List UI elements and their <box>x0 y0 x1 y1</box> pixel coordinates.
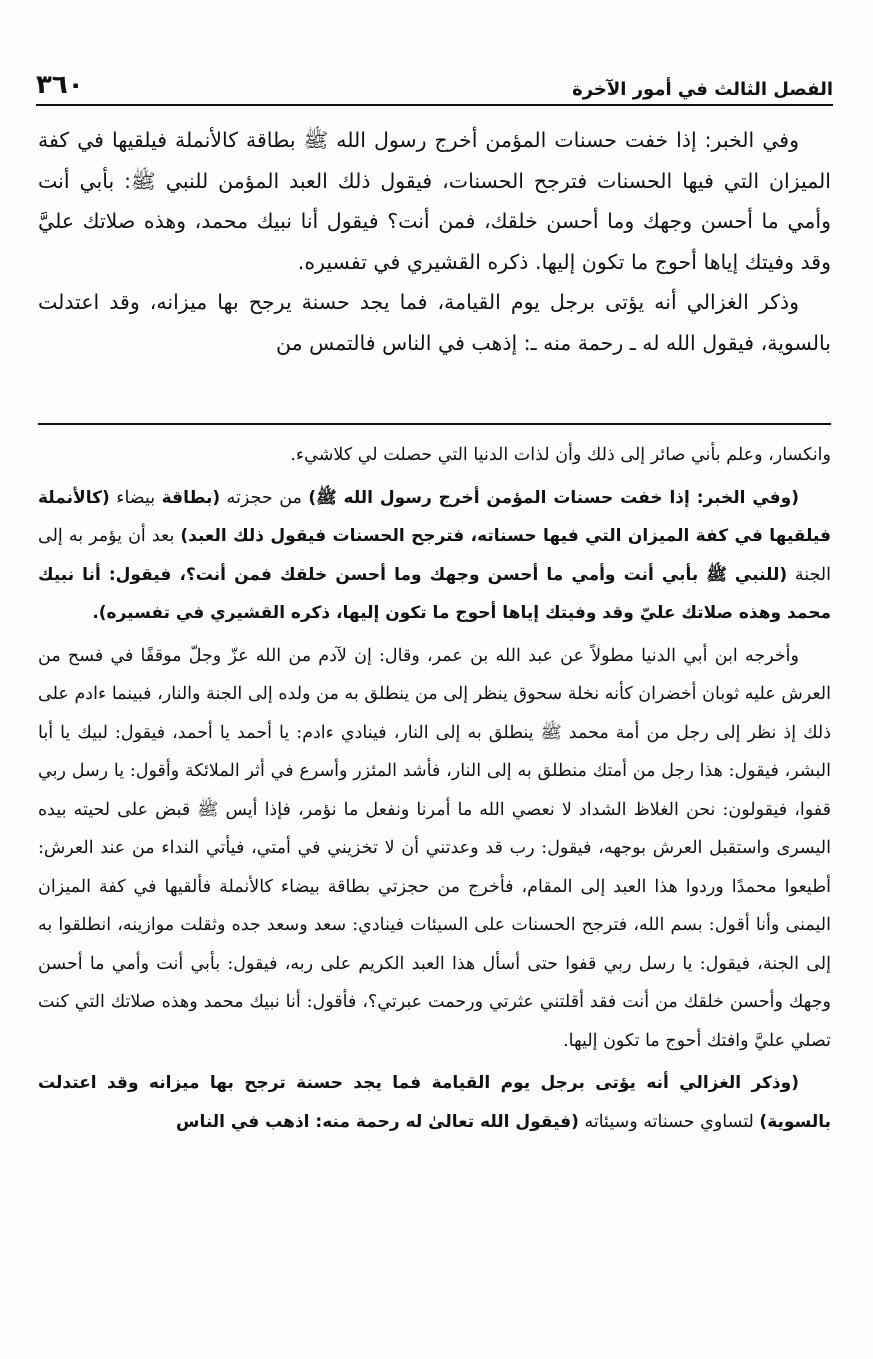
page-header <box>36 54 833 106</box>
quoted-text: (كالأنملة فيلقيها في كفة الميزان التي فيها حسناته، فترجح الحسنات فيقول ذلك العبد) <box>38 487 832 546</box>
quoted-text: (وذكر الغزالي أنه يؤتى برجل يوم القيامة فما يجد حسنة ترجح بها ميزانه وقد اعتدلت بالسوية) <box>38 1073 831 1132</box>
commentary-text: من حجزته <box>220 487 309 508</box>
commentary-paragraph <box>38 1064 831 1141</box>
commentary-block <box>38 436 831 1145</box>
running-title: الفصل الثالث في أمور الآخرة <box>572 79 833 100</box>
quoted-text: (بطاقة <box>161 487 221 508</box>
commentary-text: بيضاء <box>109 487 162 508</box>
commentary-paragraph: وأخرجه ابن أبي الدنيا مطولاً عن عبد الله بن عمر، وقال: إن لآدم من الله عزّ وجلّ موقفًا في فسح من العرش عليه ثوبان أخضران كأنه نخلة سحوق ينظر إلى من ينطلق به من ولده إلى الجنة والنار، فبينما ءادم على ذلك إذ نظر إلى رجل من أمة محمد ﷺ ينطلق به إلى النار، فينادي ءادم: يا أحمد يا أحمد، فيقول: لبيك يا أبا البشر، فيقول: هذا رجل من أمتك منطلق به إلى النار، فأشد المئزر وأسرع في أثر الملائكة وأقول: يا رسل ربي قفوا، فيقولون: نحن الغلاظ الشداد لا نعصي الله ما أمرنا ونفعل ما نؤمر، فإذا أيس ﷺ قبض على لحيته بيده اليسرى واستقبل العرش بوجهه، فيقول: رب قد وعدتني أن لا تخزيني في أمتي، فيأتي النداء من عند العرش: أطيعوا محمدًا وردوا هذا العبد إلى المقام، فأخرج من حجزتي بطاقة بيضاء كالأنملة فألقيها في كفة الميزان اليمنى وأنا أقول: بسم الله، فترجح الحسنات على السيئات فينادي: سعد وسعد جده وثقلت موازينه، انطلقوا به إلى الجنة، فيقول: يا رسل ربي قفوا حتى أسأل هذا العبد الكريم على ربه، فيقول: بأبي أنت وأمي ما أحسن وجهك وأحسن خلقك من أنت فقد أقلتني عثرتي ورحمت عبرتي؟، فأقول: أنا نبيك محمد وهذه صلاتك التي كنت تصلي عليَّ وافتك أحوج ما تكون إليها. <box>38 645 831 1051</box>
section-divider <box>38 423 831 425</box>
commentary-text: لتساوي حسناته وسيئاته <box>578 1111 760 1132</box>
main-text-paragraph: وذكر الغزالي أنه يؤتى برجل يوم القيامة، فما يجد حسنة يرجح بها ميزانه، وقد اعتدلت بالسوية، فيقول الله له ـ رحمة منه ـ: إذهب في الناس فالتمس من <box>38 290 831 355</box>
quoted-text: (وفي الخبر: إذا خفت حسنات المؤمن أخرج رسول الله ﷺ) <box>308 487 799 508</box>
commentary-paragraph: وانكسار، وعلم بأني صائر إلى ذلك وأن لذات الدنيا التي حصلت لي كلاشيء. <box>290 445 831 465</box>
page-number: ٣٦٠ <box>36 70 84 100</box>
commentary-text: بعد أن يؤمر به إلى الجنة <box>38 526 831 585</box>
main-text-paragraph: وفي الخبر: إذا خفت حسنات المؤمن أخرج رسول الله ﷺ بطاقة كالأنملة فيلقيها في كفة الميزان التي فيها الحسنات فترجح الحسنات، فيقول ذلك العبد المؤمن للنبي ﷺ: بأبي أنت وأمي ما أحسن وجهك وما أحسن خلقك، فمن أنت؟ فيقول أنا نبيك محمد، وهذه صلاتك عليَّ وقد وفيتك إياها أحوج ما تكون إليها. ذكره القشيري في تفسيره. <box>38 128 831 274</box>
quoted-text: (فيقول الله تعالىٰ له رحمة منه: اذهب في الناس <box>176 1111 579 1132</box>
commentary-paragraph <box>38 479 831 633</box>
quoted-text: (للنبي ﷺ بأبي أنت وأمي ما أحسن وجهك وما أحسن خلقك فمن أنت؟، فيقول: أنا نبيك محمد وهذه صلاتك عليّ وقد وفيتك إياها أحوج ما تكون إليها، ذكره القشيري في تفسيره). <box>38 564 831 623</box>
main-text-block <box>38 120 831 363</box>
